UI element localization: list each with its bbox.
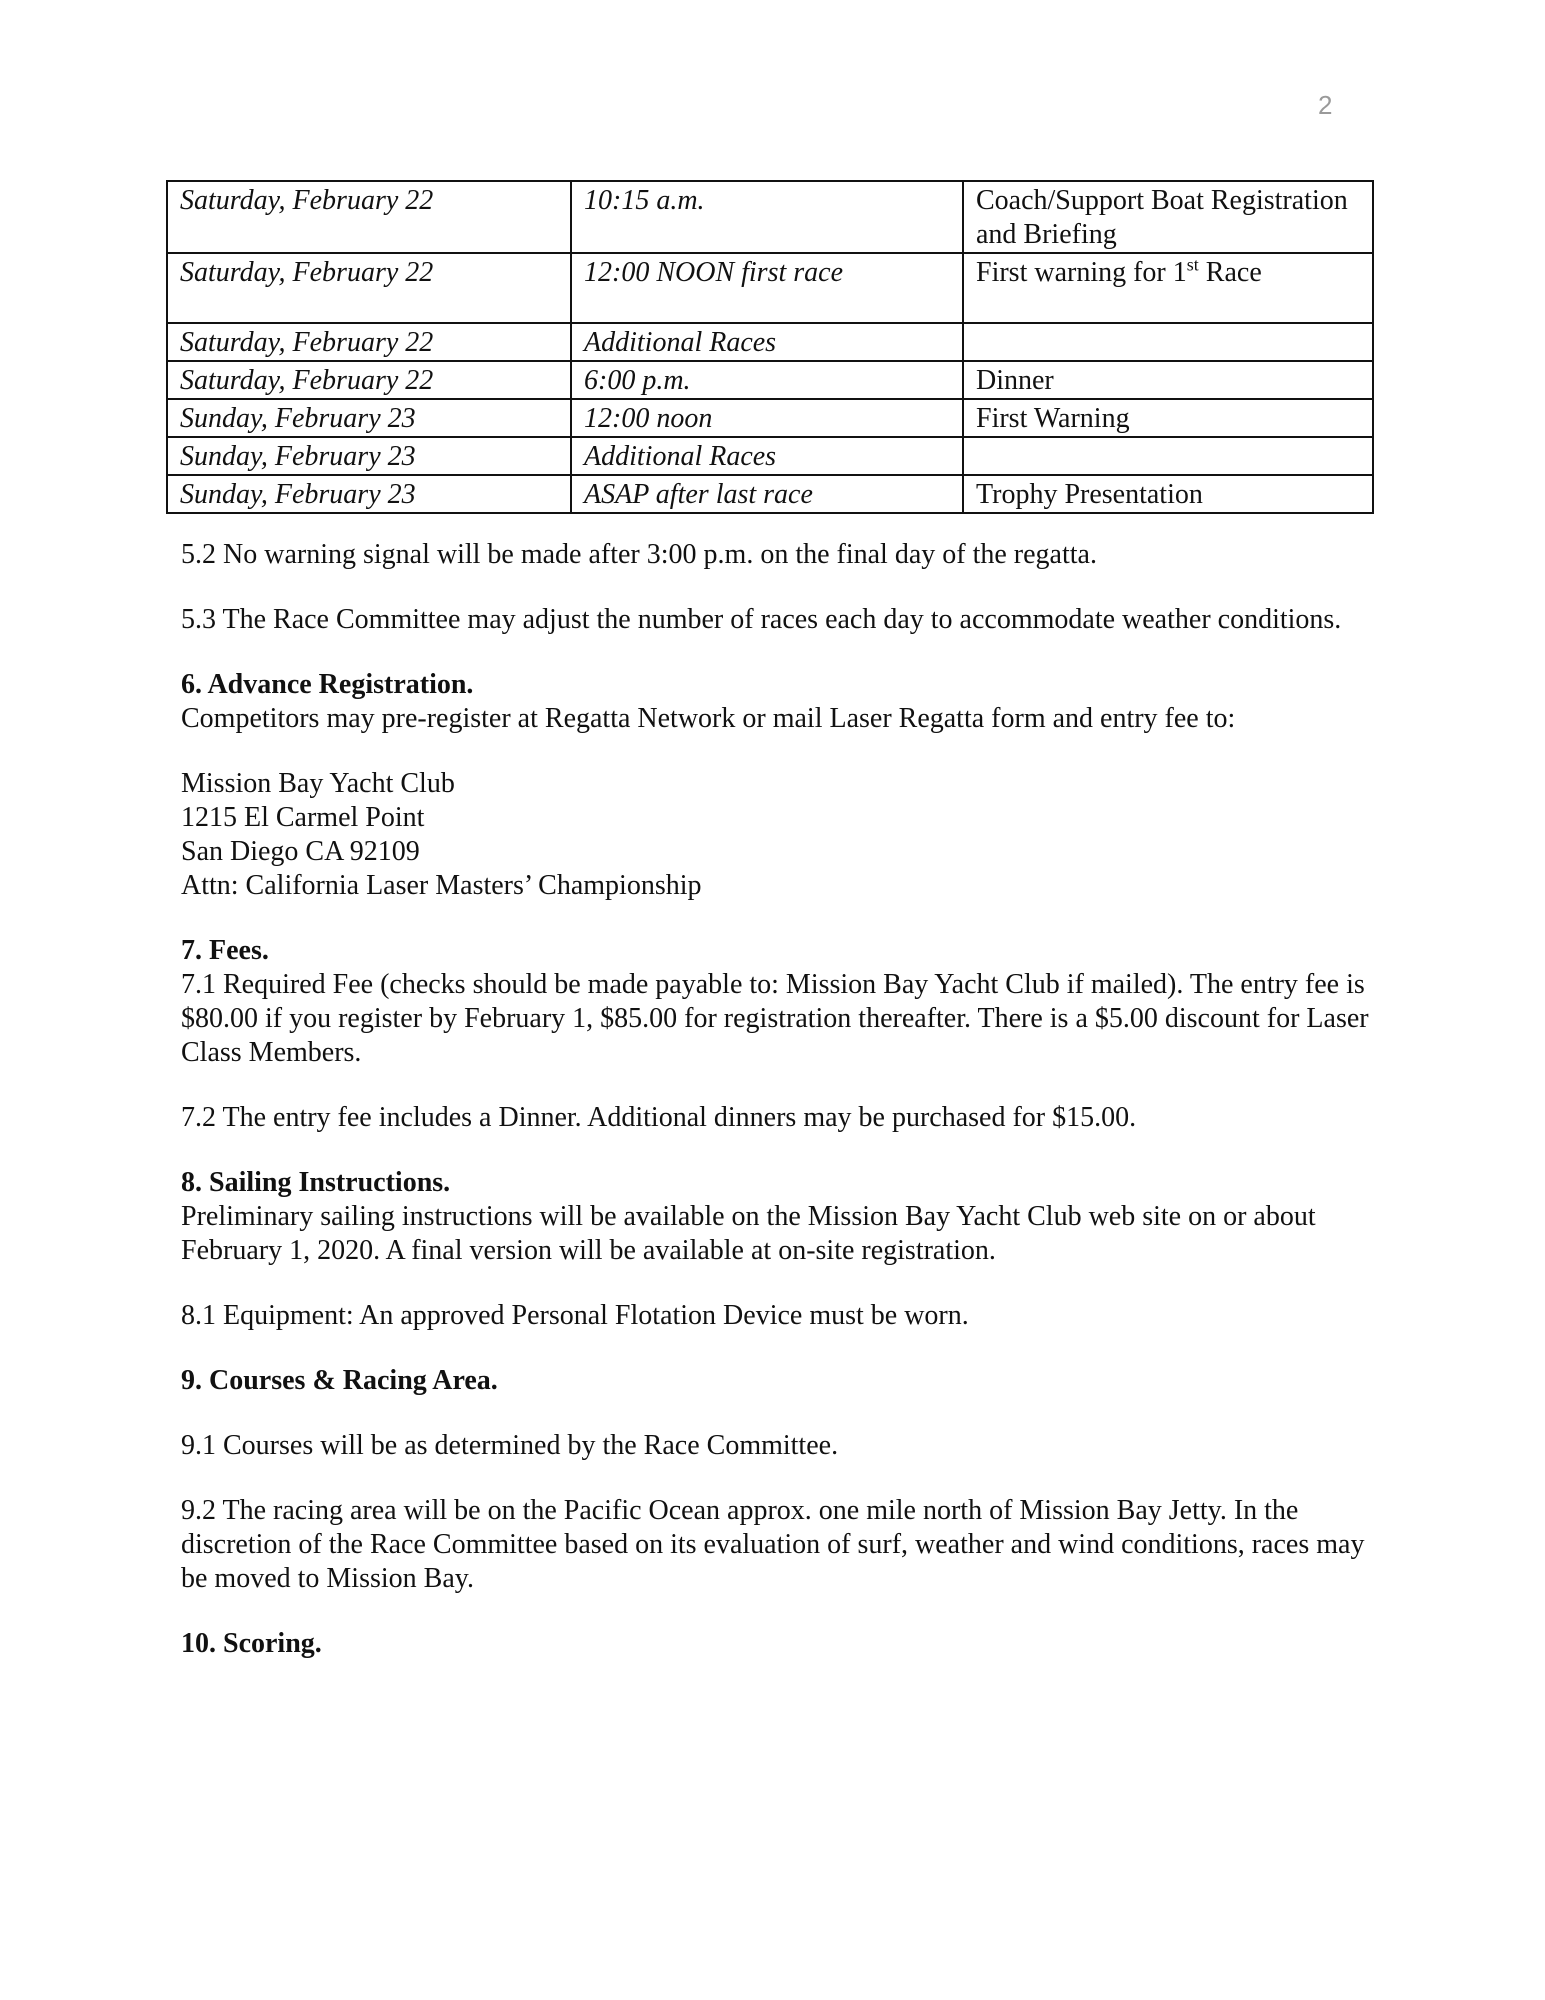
paragraph-5-2: 5.2 No warning signal will be made after 3:00 p.m. on the final day of the regatta. — [181, 539, 1097, 570]
schedule-table — [166, 180, 1374, 514]
document-body — [181, 538, 1371, 1661]
date-cell: Sunday, February 23 — [167, 437, 571, 475]
table-row — [167, 323, 1373, 361]
event-text: First warning for 1 — [976, 257, 1187, 288]
date-cell: Sunday, February 23 — [167, 475, 571, 513]
table-row — [167, 181, 1373, 253]
table-row — [167, 399, 1373, 437]
date-cell: Saturday, February 22 — [167, 361, 571, 399]
date-cell: Sunday, February 23 — [167, 399, 571, 437]
heading-advance-registration: 6. Advance Registration. — [181, 669, 474, 700]
event-cell — [963, 323, 1373, 361]
heading-scoring: 10. Scoring. — [181, 1628, 322, 1659]
time-cell: 6:00 p.m. — [571, 361, 963, 399]
event-text-tail: Race — [1198, 257, 1262, 288]
time-cell: Additional Races — [571, 437, 963, 475]
event-cell — [963, 253, 1373, 323]
address-line-3: San Diego CA 92109 — [181, 836, 420, 867]
paragraph-8: Preliminary sailing instructions will be available on the Mission Bay Yacht Club web site on or about February 1, 2020. A final version will be available at on-site registration. — [181, 1201, 1316, 1266]
address-line-2: 1215 El Carmel Point — [181, 802, 425, 833]
table-row — [167, 253, 1373, 323]
event-cell: Trophy Presentation — [963, 475, 1373, 513]
time-cell: 10:15 a.m. — [571, 181, 963, 253]
paragraph-6: Competitors may pre-register at Regatta Network or mail Laser Regatta form and entry fee to: — [181, 703, 1236, 734]
event-cell — [963, 437, 1373, 475]
paragraph-9-2: 9.2 The racing area will be on the Pacific Ocean approx. one mile north of Mission Bay Jetty. In the discretion of the Race Committee based on its evaluation of surf, weather and wind conditions, races may be moved to Mission Bay. — [181, 1495, 1365, 1594]
event-cell: Coach/Support Boat Registration and Briefing — [963, 181, 1373, 253]
time-cell: 12:00 NOON first race — [571, 253, 963, 323]
event-cell: Dinner — [963, 361, 1373, 399]
paragraph-7-2: 7.2 The entry fee includes a Dinner. Additional dinners may be purchased for $15.00. — [181, 1102, 1137, 1133]
heading-sailing-instructions: 8. Sailing Instructions. — [181, 1167, 451, 1198]
address-line-4: Attn: California Laser Masters’ Championship — [181, 870, 702, 901]
table-row — [167, 361, 1373, 399]
paragraph-5-3: 5.3 The Race Committee may adjust the number of races each day to accommodate weather conditions. — [181, 604, 1342, 635]
heading-fees: 7. Fees. — [181, 935, 269, 966]
date-cell: Saturday, February 22 — [167, 323, 571, 361]
heading-courses: 9. Courses & Racing Area. — [181, 1365, 498, 1396]
paragraph-9-1: 9.1 Courses will be as determined by the Race Committee. — [181, 1430, 839, 1461]
table-row — [167, 475, 1373, 513]
superscript: st — [1186, 254, 1199, 275]
date-cell: Saturday, February 22 — [167, 253, 571, 323]
address-line-1: Mission Bay Yacht Club — [181, 768, 455, 799]
date-cell: Saturday, February 22 — [167, 181, 571, 253]
page-number: 2 — [1318, 90, 1333, 120]
paragraph-8-1: 8.1 Equipment: An approved Personal Flotation Device must be worn. — [181, 1300, 969, 1331]
time-cell: 12:00 noon — [571, 399, 963, 437]
paragraph-7-1: 7.1 Required Fee (checks should be made payable to: Mission Bay Yacht Club if mailed). The entry fee is $80.00 if you register by February 1, $85.00 for registration thereafter. There is a $5.00 discount for Laser Class Members. — [181, 969, 1369, 1068]
event-cell: First Warning — [963, 399, 1373, 437]
table-row — [167, 437, 1373, 475]
time-cell: Additional Races — [571, 323, 963, 361]
time-cell: ASAP after last race — [571, 475, 963, 513]
